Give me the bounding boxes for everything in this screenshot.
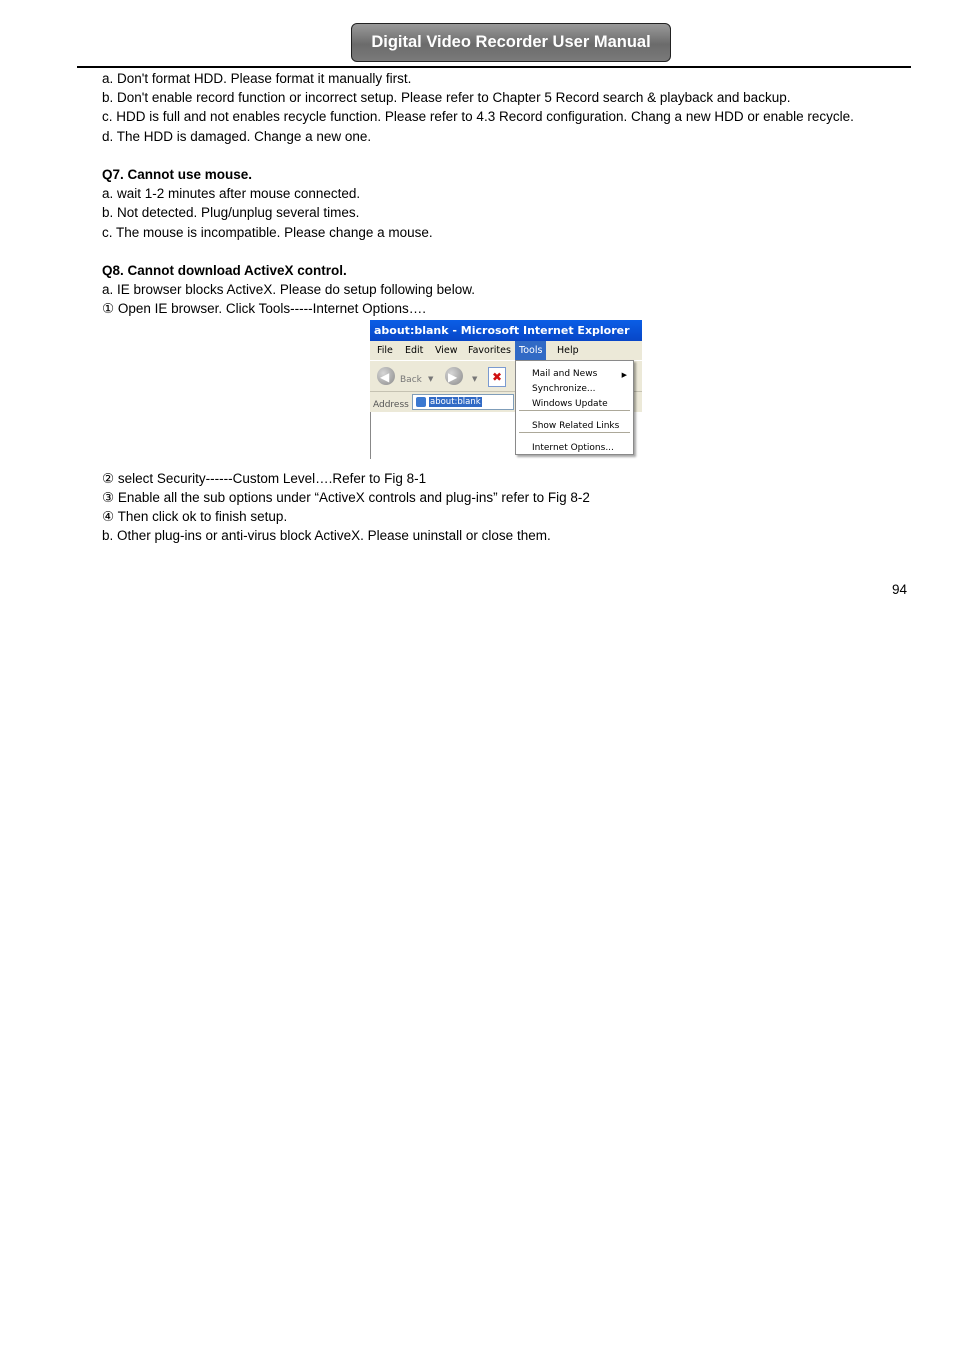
menu-view: View bbox=[435, 344, 458, 356]
stop-icon: ✖ bbox=[488, 367, 506, 387]
list-item: a. Don't format HDD. Please format it manually first. bbox=[102, 71, 412, 86]
list-item: ③ Enable all the sub options under “ActiveX controls and plug-ins” refer to Fig 8-2 bbox=[102, 489, 590, 505]
page-content bbox=[102, 69, 922, 545]
menu-help: Help bbox=[557, 344, 579, 356]
tools-item-synchronize: Synchronize... bbox=[532, 383, 596, 394]
list-item: ① Open IE browser. Click Tools-----Internet Options…. bbox=[102, 301, 426, 317]
list-item: a. IE browser blocks ActiveX. Please do setup following below. bbox=[102, 282, 475, 298]
menu-edit: Edit bbox=[405, 344, 424, 356]
ie-screenshot-figure bbox=[102, 319, 922, 469]
forward-icon: ▶ bbox=[445, 367, 463, 385]
list-item: b. Don't enable record function or incorrect setup. Please refer to Chapter 5 Record search & playback and backup. bbox=[102, 90, 791, 106]
ie-menubar bbox=[370, 341, 642, 360]
menu-separator bbox=[519, 432, 630, 433]
header-rule bbox=[77, 66, 911, 68]
tools-item-internet-options: Internet Options... bbox=[532, 442, 614, 453]
q7-heading: Q7. Cannot use mouse. bbox=[102, 167, 253, 182]
menu-favorites: Favorites bbox=[468, 344, 511, 356]
list-item: d. The HDD is damaged. Change a new one. bbox=[102, 128, 372, 144]
list-item: ④ Then click ok to finish setup. bbox=[102, 509, 288, 525]
tools-item-mail: Mail and News bbox=[532, 368, 598, 379]
list-item: a. wait 1-2 minutes after mouse connected. bbox=[102, 186, 361, 202]
list-item: b. Not detected. Plug/unplug several times. bbox=[102, 205, 360, 221]
back-icon: ◀ bbox=[377, 367, 395, 385]
tools-item-windows-update: Windows Update bbox=[532, 398, 608, 409]
ie-titlebar: about:blank - Microsoft Internet Explorer bbox=[370, 320, 642, 341]
list-item: c. The mouse is incompatible. Please change a mouse. bbox=[102, 224, 433, 240]
back-dropdown-icon: ▼ bbox=[428, 374, 434, 383]
page-icon bbox=[416, 397, 426, 407]
address-label: Address bbox=[373, 399, 409, 410]
ie-window bbox=[370, 320, 642, 459]
address-field bbox=[412, 394, 514, 410]
address-value: about:blank bbox=[430, 396, 481, 407]
menu-file: File bbox=[377, 344, 393, 356]
menu-separator bbox=[519, 410, 630, 411]
page-number: 94 bbox=[892, 582, 908, 597]
list-item: ② select Security------Custom Level….Refer to Fig 8-1 bbox=[102, 470, 427, 486]
list-item: c. HDD is full and not enables recycle function. Please refer to 4.3 Record configuration. Chang a new HDD or enable recycle. bbox=[102, 109, 854, 125]
menu-tools: Tools bbox=[515, 341, 546, 360]
back-label: Back bbox=[400, 374, 422, 385]
submenu-arrow-icon: ▶ bbox=[621, 370, 627, 379]
manual-title-badge: Digital Video Recorder User Manual bbox=[351, 23, 671, 62]
q8-heading: Q8. Cannot download ActiveX control. bbox=[102, 263, 347, 278]
forward-dropdown-icon: ▼ bbox=[472, 374, 478, 383]
list-item: b. Other plug-ins or anti-virus block ActiveX. Please uninstall or close them. bbox=[102, 528, 551, 544]
tools-dropdown-menu bbox=[515, 360, 634, 455]
tools-item-related-links: Show Related Links bbox=[532, 420, 620, 431]
